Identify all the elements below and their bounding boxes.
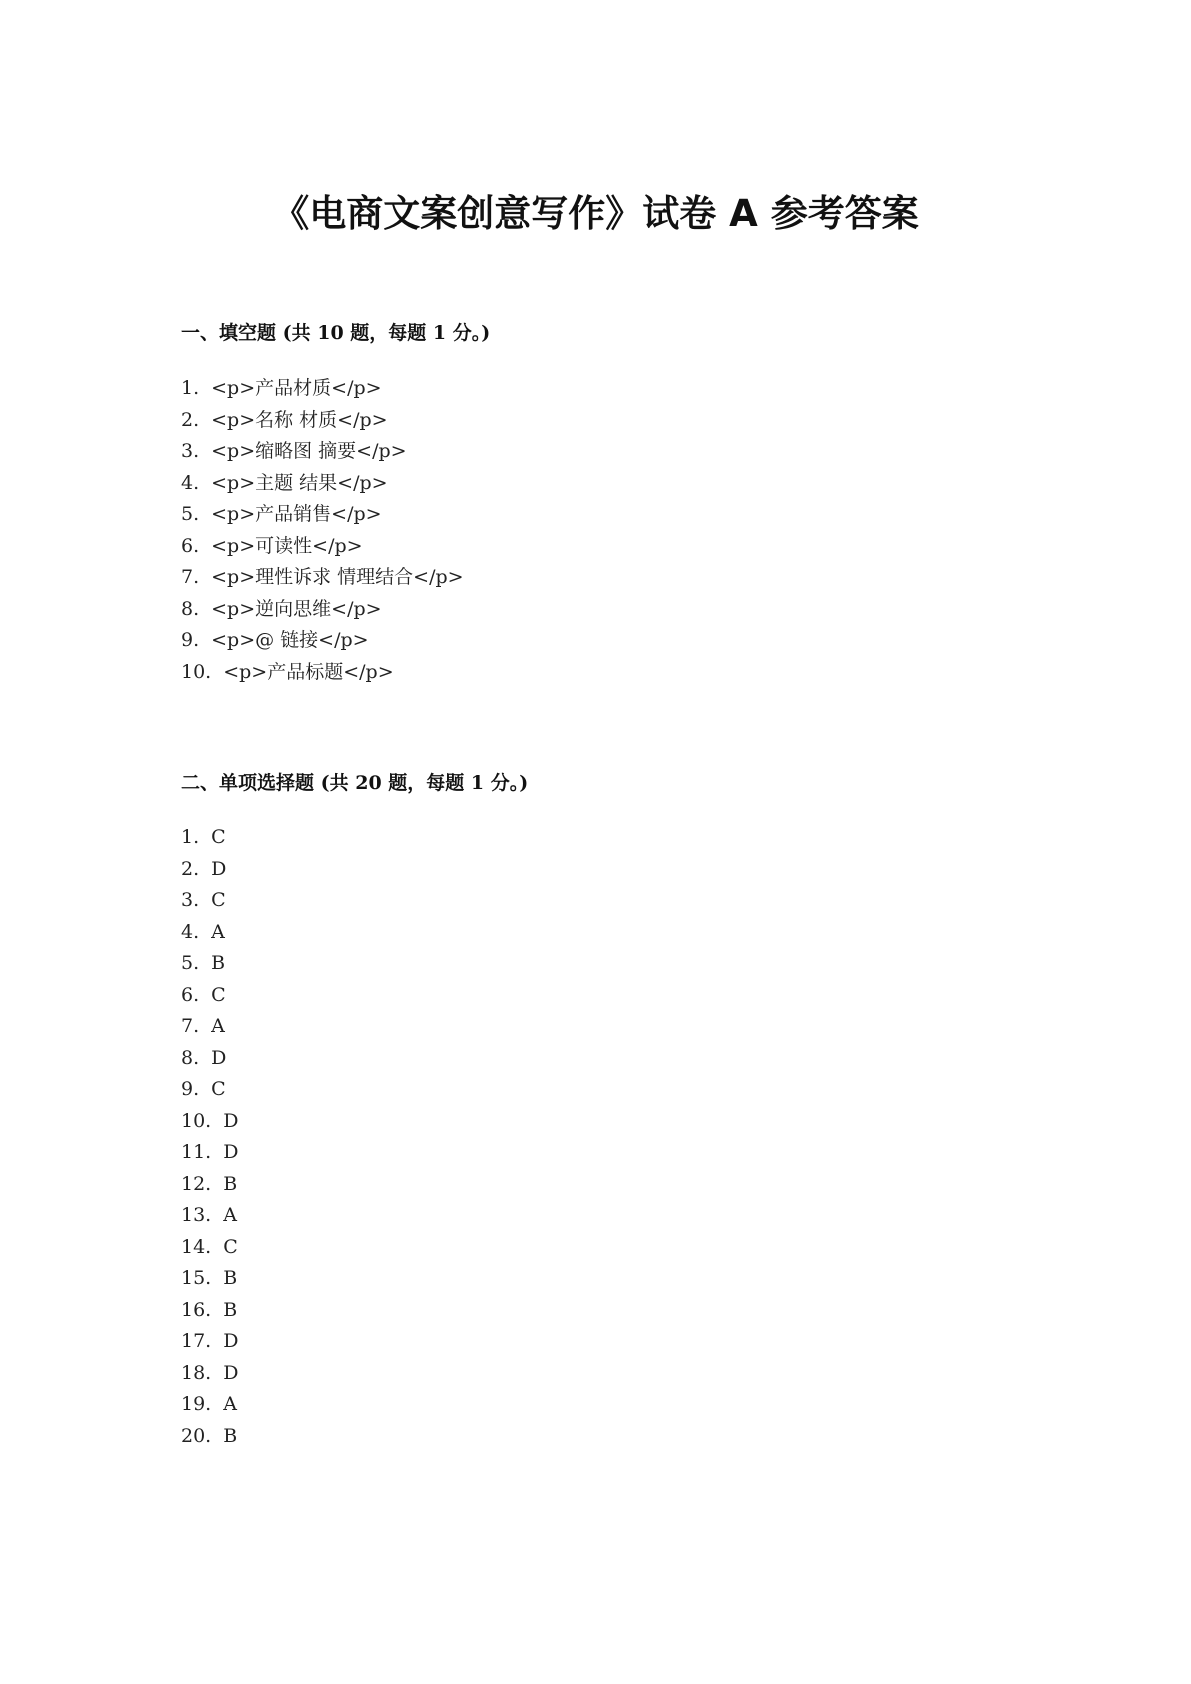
- answer-item: [181, 1389, 238, 1421]
- answer-text: B: [223, 1267, 238, 1289]
- answer-number: 19.: [181, 1393, 212, 1415]
- answer-item: [181, 625, 464, 657]
- answer-text: D: [223, 1109, 239, 1132]
- answer-text: <p>理性诉求 情理结合</p>: [211, 566, 464, 588]
- answer-text: <p>名称 材质</p>: [211, 408, 388, 431]
- answer-number: 10.: [181, 1109, 212, 1132]
- answer-item: [181, 1043, 238, 1075]
- answer-item: [181, 854, 238, 886]
- answer-item: [181, 822, 238, 854]
- answer-text: C: [211, 889, 226, 911]
- answer-text: A: [223, 1393, 237, 1415]
- answer-number: 15.: [181, 1267, 212, 1289]
- answer-number: 18.: [181, 1361, 212, 1384]
- answer-item: [181, 917, 238, 949]
- answer-item: [181, 1169, 238, 1201]
- answer-item: [181, 1358, 238, 1390]
- answer-number: 17.: [181, 1330, 212, 1352]
- answer-item: [181, 948, 238, 980]
- answer-item: [181, 1326, 238, 1358]
- answer-item: [181, 1263, 238, 1295]
- answer-item: [181, 1200, 238, 1232]
- answer-text: <p>产品材质</p>: [211, 377, 382, 399]
- answer-text: C: [211, 983, 226, 1006]
- answer-item: [181, 373, 464, 405]
- answer-item: [181, 1074, 238, 1106]
- answer-number: 16.: [181, 1298, 212, 1321]
- answer-text: B: [223, 1172, 238, 1195]
- answer-item: [181, 1137, 238, 1169]
- answer-item: [181, 405, 464, 437]
- answer-text: D: [211, 1046, 227, 1069]
- answer-number: 9.: [181, 629, 200, 651]
- answer-number: 8.: [181, 597, 200, 620]
- answer-item: [181, 1295, 238, 1327]
- answer-text: B: [223, 1424, 238, 1447]
- answer-number: 4.: [181, 471, 200, 494]
- answer-text: <p>主题 结果</p>: [211, 471, 388, 494]
- answer-number: 6.: [181, 534, 200, 557]
- answer-number: 1.: [181, 826, 200, 848]
- answer-number: 11.: [181, 1141, 212, 1163]
- answer-number: 5.: [181, 503, 200, 525]
- answer-number: 20.: [181, 1424, 212, 1447]
- answer-text: C: [211, 826, 226, 848]
- answer-item: [181, 1421, 238, 1453]
- page-title: 《电商文案创意写作》试卷 A 参考答案: [272, 192, 919, 235]
- answer-text: A: [211, 920, 225, 943]
- answer-item: [181, 562, 464, 594]
- answer-number: 12.: [181, 1172, 212, 1195]
- answer-text: D: [211, 857, 227, 880]
- answer-text: <p>缩略图 摘要</p>: [211, 440, 407, 462]
- single-choice-answer-list: [181, 822, 238, 1452]
- answer-number: 9.: [181, 1078, 200, 1100]
- answer-item: [181, 885, 238, 917]
- answer-item: [181, 499, 464, 531]
- answer-text: <p>@ 链接</p>: [211, 629, 369, 651]
- answer-text: A: [223, 1204, 237, 1226]
- answer-text: B: [223, 1298, 238, 1321]
- answer-text: B: [211, 952, 226, 974]
- answer-item: [181, 468, 464, 500]
- answer-text: D: [223, 1141, 239, 1163]
- answer-text: <p>产品标题</p>: [223, 660, 394, 683]
- answer-item: [181, 980, 238, 1012]
- answer-item: [181, 1011, 238, 1043]
- answer-text: <p>可读性</p>: [211, 534, 363, 557]
- section-heading-single-choice: 二、单项选择题 (共 20 题，每题 1 分。): [181, 772, 529, 794]
- answer-number: 7.: [181, 1015, 200, 1037]
- answer-text: D: [223, 1330, 239, 1352]
- answer-number: 13.: [181, 1204, 212, 1226]
- answer-number: 5.: [181, 952, 200, 974]
- answer-number: 2.: [181, 857, 200, 880]
- answer-number: 3.: [181, 889, 200, 911]
- answer-item: [181, 531, 464, 563]
- answer-number: 10.: [181, 660, 212, 683]
- answer-number: 8.: [181, 1046, 200, 1069]
- answer-text: C: [223, 1235, 238, 1258]
- answer-number: 6.: [181, 983, 200, 1006]
- answer-text: <p>产品销售</p>: [211, 503, 382, 525]
- answer-number: 7.: [181, 566, 200, 588]
- answer-text: <p>逆向思维</p>: [211, 597, 382, 620]
- answer-number: 3.: [181, 440, 200, 462]
- answer-text: A: [211, 1015, 225, 1037]
- answer-item: [181, 657, 464, 689]
- answer-item: [181, 594, 464, 626]
- answer-text: D: [223, 1361, 239, 1384]
- fill-in-answer-list: [181, 373, 464, 688]
- answer-item: [181, 436, 464, 468]
- answer-number: 14.: [181, 1235, 212, 1258]
- answer-number: 1.: [181, 377, 200, 399]
- answer-number: 2.: [181, 408, 200, 431]
- answer-number: 4.: [181, 920, 200, 943]
- answer-item: [181, 1232, 238, 1264]
- answer-text: C: [211, 1078, 226, 1100]
- section-heading-fill-in: 一、填空题 (共 10 题，每题 1 分。): [181, 322, 491, 344]
- answer-item: [181, 1106, 238, 1138]
